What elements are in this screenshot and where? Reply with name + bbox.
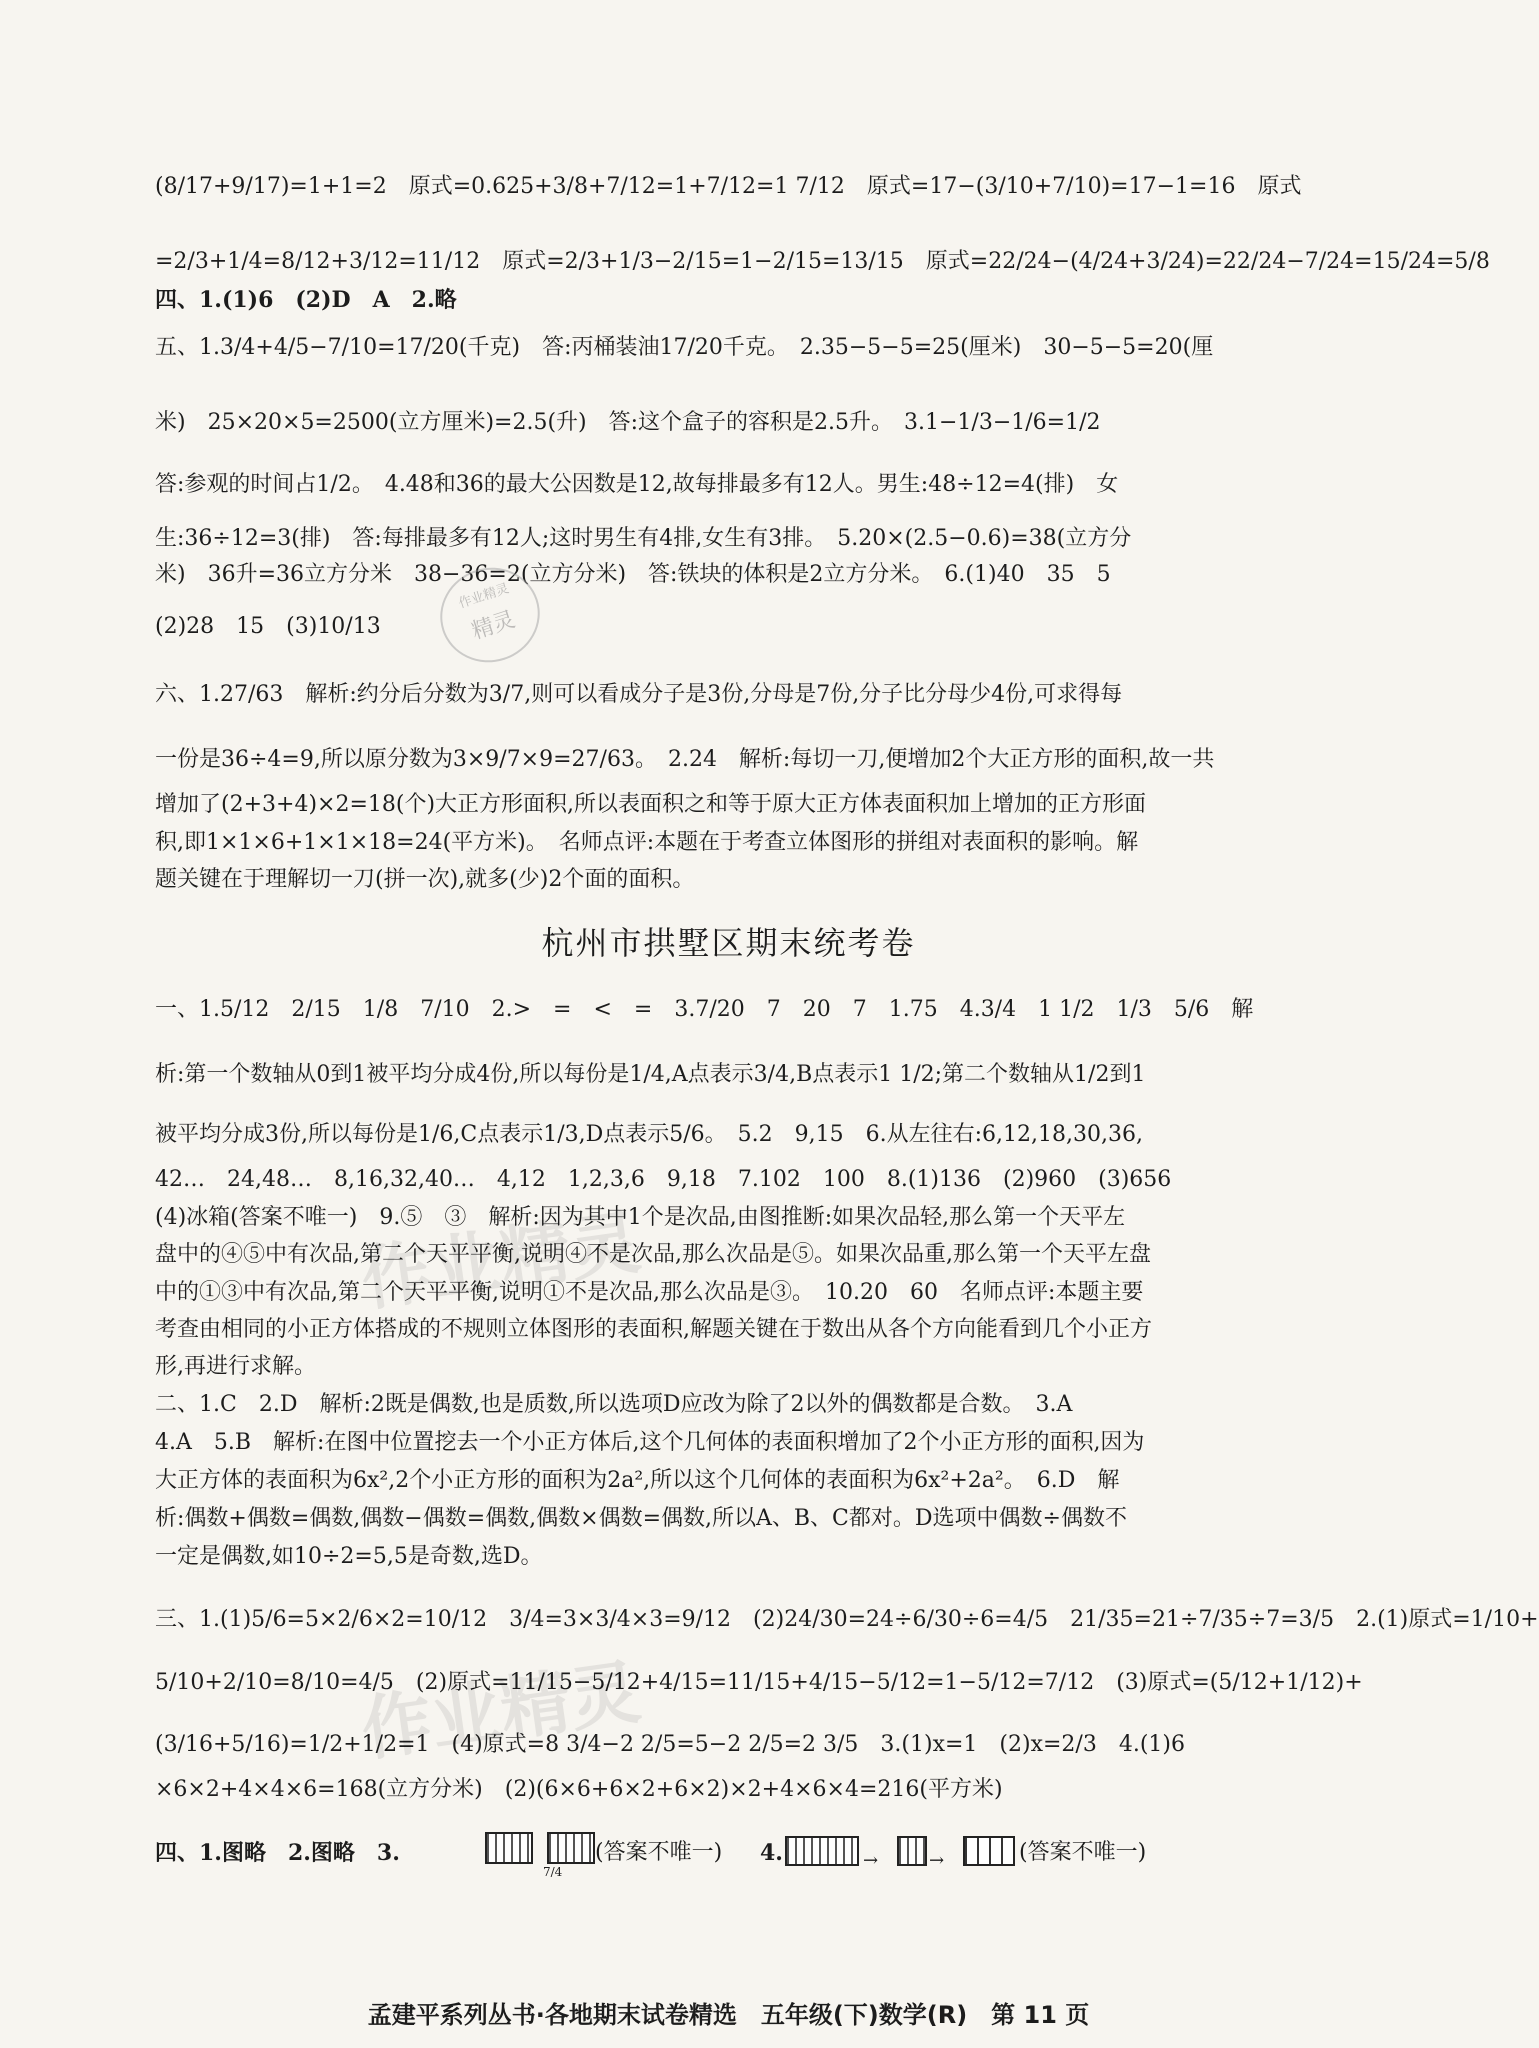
text-line: 三、1.(1)5/6=5×2/6×2=10/12 3/4=3×3/4×3=9/12 (2)24/30=24÷6/30÷6=4/5 21/35=21÷7/35÷7=3/5 2.(1)原式=1/10+ xyxy=(155,1607,1539,1632)
text-line: (4)冰箱(答案不唯一) 9.⑤ ③ 解析:因为其中1个是次品,由图推断:如果次品轻,那么第一个天平左 xyxy=(155,1205,1126,1230)
text-line: (3/16+5/16)=1/2+1/2=1 (4)原式=8 3/4−2 2/5=5−2 2/5=2 3/5 3.(1)x=1 (2)x=2/3 4.(1)6 xyxy=(155,1732,1185,1757)
text-line: 析:偶数+偶数=偶数,偶数−偶数=偶数,偶数×偶数=偶数,所以A、B、C都对。D选项中偶数÷偶数不 xyxy=(155,1506,1127,1531)
fraction-bar-figure xyxy=(547,1832,595,1864)
text-line: (8/17+9/17)=1+1=2 原式=0.625+3/8+7/12=1+7/12=1 7/12 原式=17−(3/10+7/10)=17−1=16 原式 xyxy=(155,174,1302,199)
figure-note: (答案不唯一) xyxy=(595,1840,723,1865)
text-line: 盘中的④⑤中有次品,第二个天平平衡,说明④不是次品,那么次品是⑤。如果次品重,那么第一个天平左盘 xyxy=(155,1242,1151,1267)
text-line: 考查由相同的小正方体搭成的不规则立体图形的表面积,解题关键在于数出从各个方向能看到几个小正方 xyxy=(155,1317,1152,1342)
text-line: 四、1.(1)6 (2)D A 2.略 xyxy=(155,287,457,313)
page-footer: 孟建平系列丛书·各地期末试卷精选 五年级(下)数学(R) 第 11 页 xyxy=(367,2001,1090,2029)
text-line: 被平均分成3份,所以每份是1/6,C点表示1/3,D点表示5/6。 5.2 9,15 6.从左往右:6,12,18,30,36, xyxy=(155,1122,1143,1147)
text-line: 米) 36升=36立方分米 38−36=2(立方分米) 答:铁块的体积是2立方分米。 6.(1)40 35 5 xyxy=(155,562,1111,587)
stamp-text: 精灵 xyxy=(468,607,519,645)
text-line: =2/3+1/4=8/12+3/12=11/12 原式=2/3+1/3−2/15=1−2/15=13/15 原式=22/24−(4/24+3/24)=22/24−7/24=15/24=5/8 xyxy=(155,249,1490,274)
text-line: 五、1.3/4+4/5−7/10=17/20(千克) 答:丙桶装油17/20千克。 2.35−5−5=25(厘米) 30−5−5=20(厘 xyxy=(155,335,1214,360)
text-line: 增加了(2+3+4)×2=18(个)大正方形面积,所以表面积之和等于原大正方体表面积加上增加的正方形面 xyxy=(155,792,1147,817)
arrow-icon: → xyxy=(929,1850,945,1871)
text-line: 中的①③中有次品,第二个天平平衡,说明①不是次品,那么次品是③。 10.20 60 名师点评:本题主要 xyxy=(155,1280,1144,1305)
text-line: 二、1.C 2.D 解析:2既是偶数,也是质数,所以选项D应改为除了2以外的偶数都是合数。 3.A xyxy=(155,1392,1073,1417)
fraction-bar-figure xyxy=(963,1836,1015,1866)
text-line: 答:参观的时间占1/2。 4.48和36的最大公因数是12,故每排最多有12人。男生:48÷12=4(排) 女 xyxy=(155,472,1119,497)
text-line: 形,再进行求解。 xyxy=(155,1354,316,1379)
section-title: 杭州市拱墅区期末统考卷 xyxy=(541,924,916,962)
text-line: 析:第一个数轴从0到1被平均分成4份,所以每份是1/4,A点表示3/4,B点表示1 1/2;第二个数轴从1/2到1 xyxy=(155,1062,1146,1087)
fraction-label: 7/4 xyxy=(543,1865,563,1879)
text-line: 大正方体的表面积为6x²,2个小正方形的面积为2a²,所以这个几何体的表面积为6x²+2a²。 6.D 解 xyxy=(155,1468,1120,1493)
text-line: 题关键在于理解切一刀(拼一次),就多(少)2个面的面积。 xyxy=(155,867,695,892)
text-line: 六、1.27/63 解析:约分后分数为3/7,则可以看成分子是3份,分母是7份,分子比分母少4份,可求得每 xyxy=(155,682,1123,707)
text-line: (2)28 15 (3)10/13 xyxy=(155,614,381,639)
text-line: ×6×2+4×4×6=168(立方分米) (2)(6×6+6×2+6×2)×2+4×6×4=216(平方米) xyxy=(155,1777,1003,1802)
fraction-bar-figure xyxy=(485,1832,533,1864)
fraction-bar-figure xyxy=(785,1836,859,1866)
text-line: 米) 25×20×5=2500(立方厘米)=2.5(升) 答:这个盒子的容积是2.5升。 3.1−1/3−1/6=1/2 xyxy=(155,410,1101,435)
text-line: 4.A 5.B 解析:在图中位置挖去一个小正方体后,这个几何体的表面积增加了2个小正方形的面积,因为 xyxy=(155,1430,1145,1455)
text-line: 5/10+2/10=8/10=4/5 (2)原式=11/15−5/12+4/15=11/15+4/15−5/12=1−5/12=7/12 (3)原式=(5/12+1/12)+ xyxy=(155,1670,1363,1695)
fraction-bar-figure xyxy=(897,1836,927,1866)
figure-row xyxy=(155,1832,1305,1892)
text-line: 生:36÷12=3(排) 答:每排最多有12人;这时男生有4排,女生有3排。 5.20×(2.5−0.6)=38(立方分 xyxy=(155,526,1132,551)
stamp-text: 作业精灵 xyxy=(456,581,512,612)
watermark: 作业精灵 xyxy=(356,1650,646,1772)
figure-note: (答案不唯一) xyxy=(1019,1840,1147,1865)
figure-item-number: 4. xyxy=(760,1840,783,1866)
text-line: 一定是偶数,如10÷2=5,5是奇数,选D。 xyxy=(155,1544,543,1569)
text-line: 一份是36÷4=9,所以原分数为3×9/7×9=27/63。 2.24 解析:每切一刀,便增加2个大正方形的面积,故一共 xyxy=(155,747,1215,772)
watermark: 作业精灵 xyxy=(356,1200,646,1322)
figure-row-prefix: 四、1.图略 2.图略 3. xyxy=(155,1840,400,1866)
arrow-icon: → xyxy=(863,1850,879,1871)
text-line: 积,即1×1×6+1×1×18=24(平方米)。 名师点评:本题在于考查立体图形的拼组对表面积的影响。解 xyxy=(155,830,1139,855)
text-line: 一、1.5/12 2/15 1/8 7/10 2.> = < = 3.7/20 7 20 7 1.75 4.3/4 1 1/2 1/3 5/6 解 xyxy=(155,997,1254,1022)
text-line: 42… 24,48… 8,16,32,40… 4,12 1,2,3,6 9,18 7.102 100 8.(1)136 (2)960 (3)656 xyxy=(155,1167,1172,1192)
